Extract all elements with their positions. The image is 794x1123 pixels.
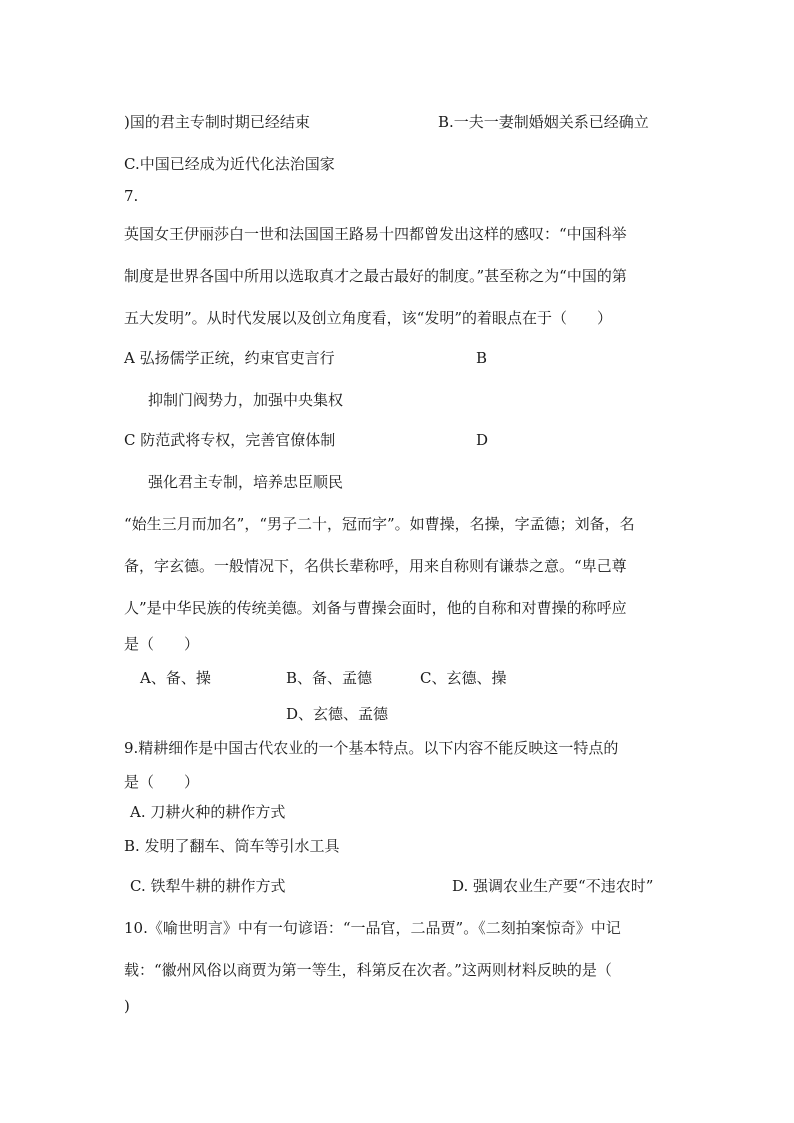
question-7-stem-line-2: 制度是世界各国中所用以选取真才之最古最好的制度。”甚至称之为“中国的第 [124,267,627,285]
question-8-stem-line-3: 人”是中华民族的传统美德。刘备与曹操会面时，他的自称和对曹操的称呼应 [124,599,627,617]
question-9-option-d: D. 强调农业生产要“不违农时” [452,877,654,895]
question-10-stem-line-1: 10.《喻世明言》中有一句谚语：“一品官，二品贾”。《二刻拍案惊奇》中记 [124,919,621,937]
option-c-text: C.中国已经成为近代化法治国家 [124,155,335,173]
question-7-option-a: A 弘扬儒学正统，约束官吏言行 [124,349,335,367]
option-b-text: B.一夫一妻制婚姻关系已经确立 [438,113,649,131]
question-7-option-d-text: 强化君主专制，培养忠臣顺民 [148,473,344,491]
question-7-option-b-text: 抑制门阀势力，加强中央集权 [148,391,344,409]
question-7-option-d-letter: D [476,431,489,449]
question-7-option-c: C 防范武将专权，完善官僚体制 [124,431,336,449]
question-8-stem-line-1: “始生三月而加名”，“男子二十，冠而字”。如曹操，名操，字孟德；刘备，名 [124,515,635,533]
question-8-option-c: C、玄德、操 [420,669,507,687]
question-9-option-b: B. 发明了翻车、筒车等引水工具 [124,837,340,855]
question-10-stem-line-3: ) [124,997,130,1015]
option-a-text: )国的君主专制时期已经结束 [124,113,310,131]
question-8-option-a: A、备、操 [140,669,211,687]
question-7-stem-line-3: 五大发明”。从时代发展以及创立角度看，该“发明”的着眼点在于（ ） [124,309,613,327]
question-8-option-b: B、备、孟德 [286,669,373,687]
question-9-option-a: A. 刀耕火种的耕作方式 [130,803,286,821]
question-10-stem-line-2: 载：“徽州风俗以商贾为第一等生，科第反在次者。”这两则材料反映的是（ [124,961,612,979]
question-9-stem-line-2: 是（ ） [124,773,200,791]
question-8-option-d: D、玄德、孟德 [286,705,389,723]
question-7-number: 7. [124,187,139,205]
question-8-stem-line-2: 备，字玄德。一般情况下，名供长辈称呼，用来自称则有谦恭之意。“卑己尊 [124,557,627,575]
question-7-stem-line-1: 英国女王伊丽莎白一世和法国国王路易十四都曾发出这样的感叹：“中国科举 [124,225,627,243]
question-7-option-b-letter: B [476,349,488,367]
question-9-stem-line-1: 9.精耕细作是中国古代农业的一个基本特点。以下内容不能反映这一特点的 [124,739,619,757]
question-9-option-c: C. 铁犁牛耕的耕作方式 [130,877,286,895]
question-8-stem-line-4: 是（ ） [124,635,200,653]
